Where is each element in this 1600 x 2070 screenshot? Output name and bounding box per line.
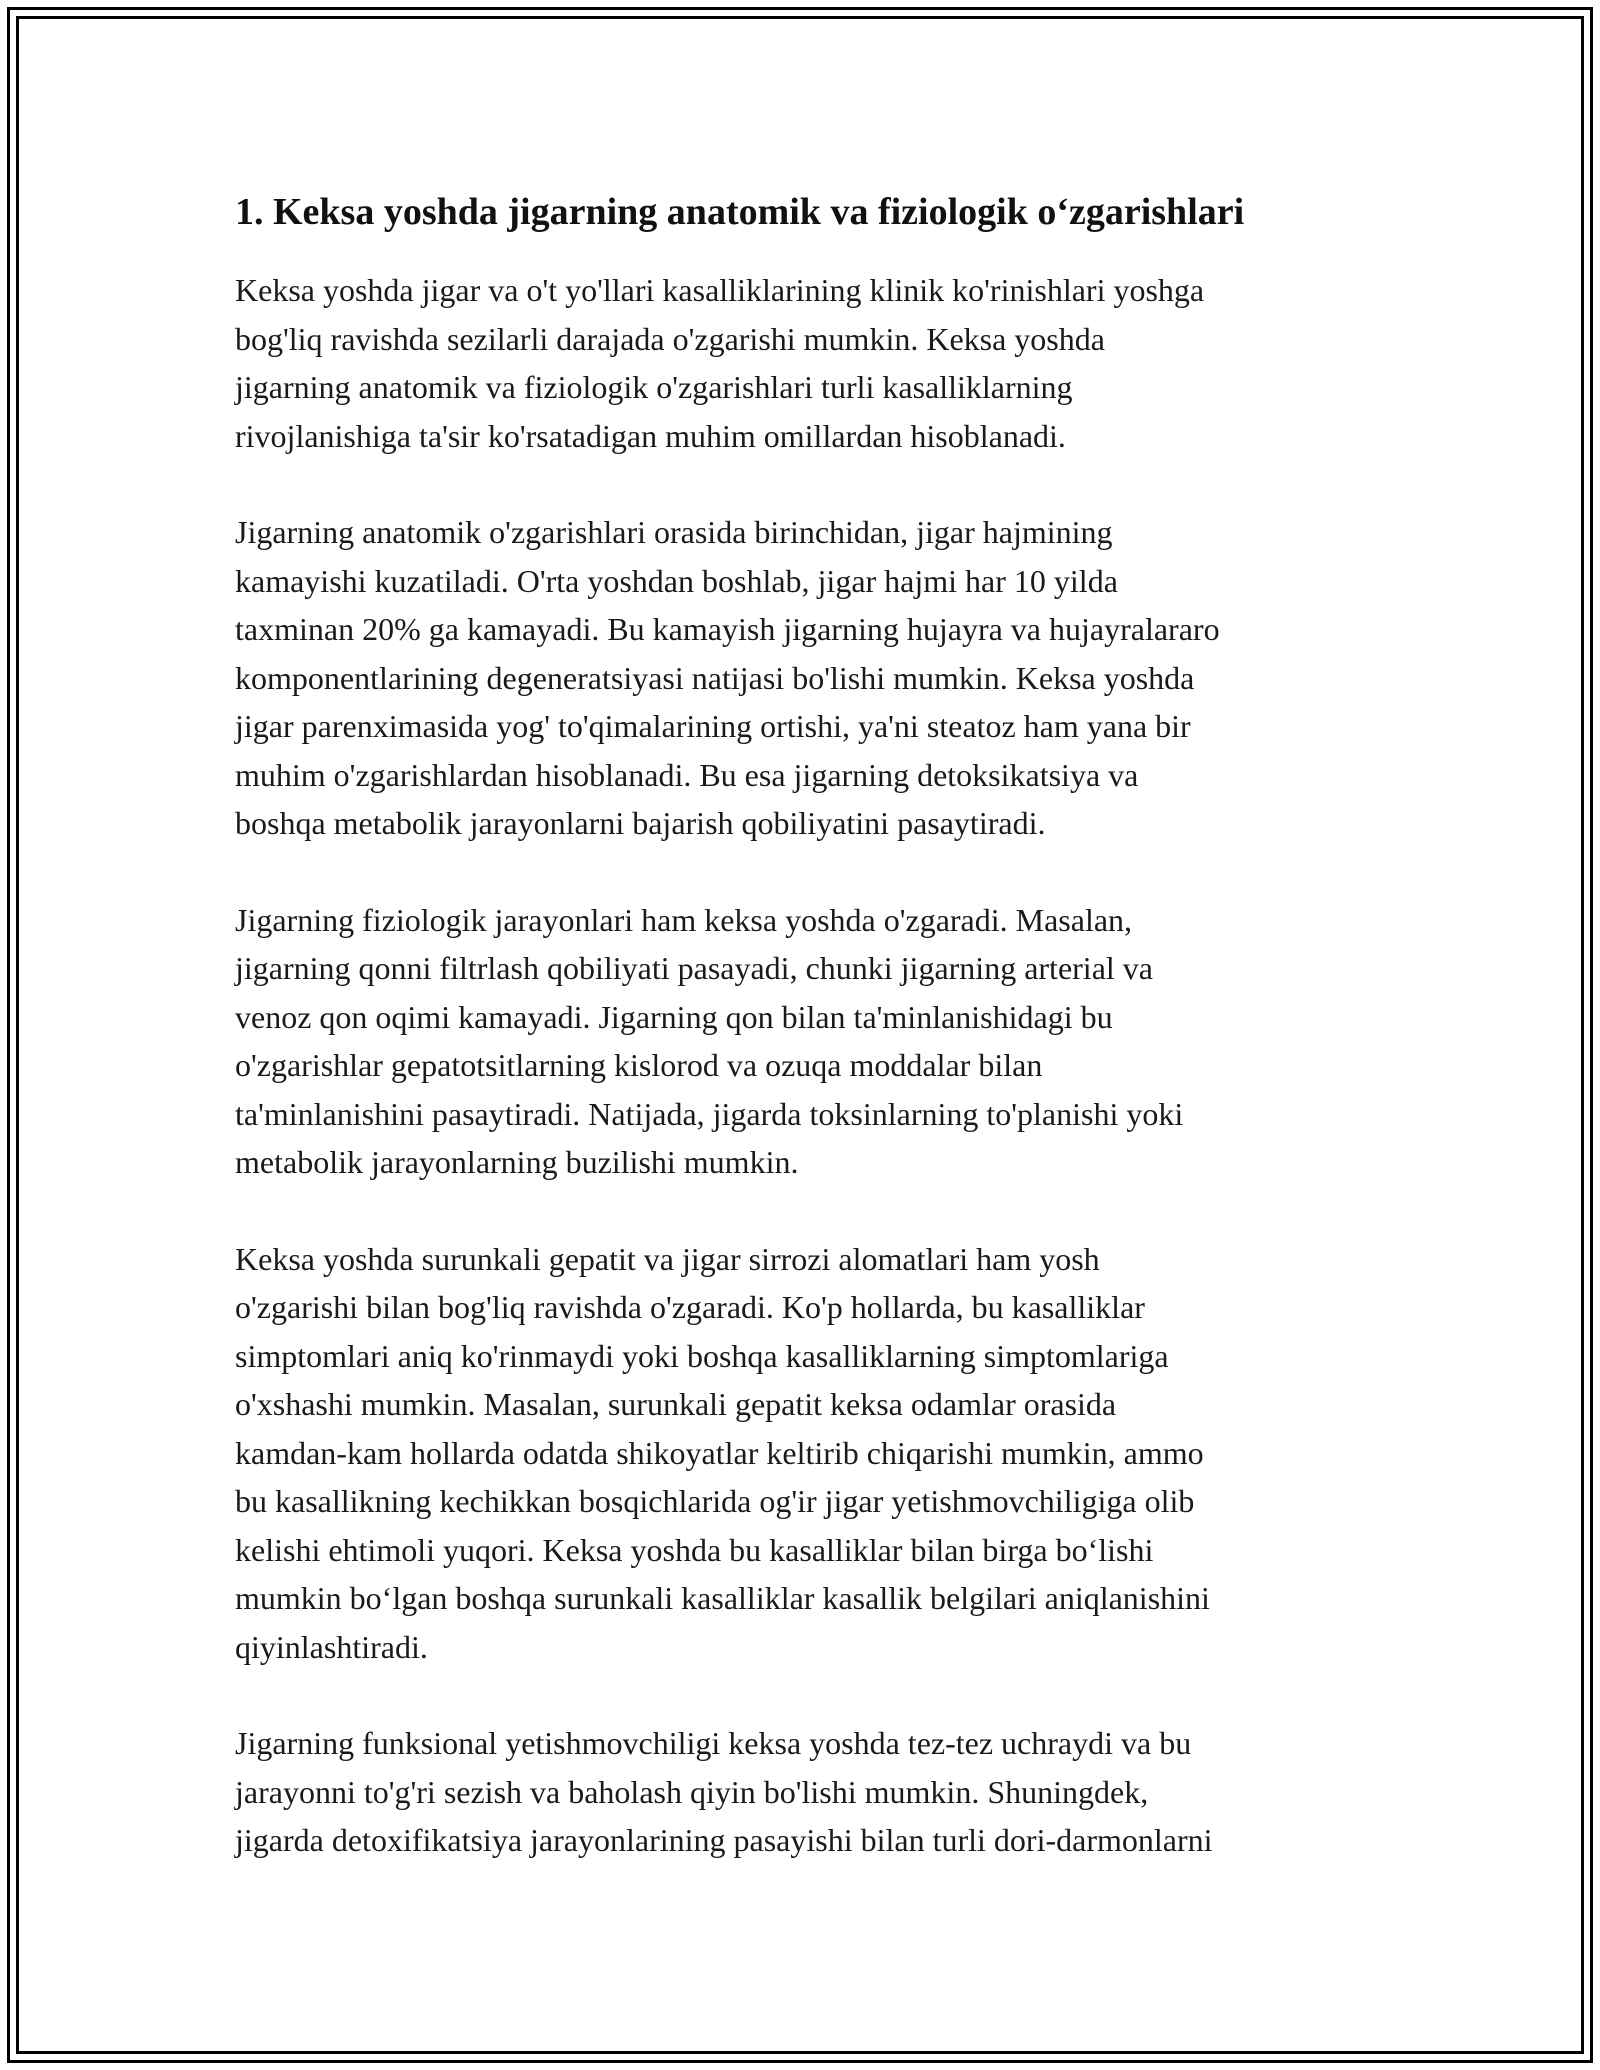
paragraph-intro	[235, 266, 1375, 460]
text-line: Keksa yoshda jigar va o't yo'llari kasalliklarining klinik ko'rinishlari yoshga	[235, 272, 1205, 308]
text-line: metabolik jarayonlarning buzilishi mumkin.	[235, 1144, 799, 1180]
text-line: simptomlari aniq ko'rinmaydi yoki boshqa kasalliklarning simptomlariga	[235, 1337, 1169, 1374]
text-line: o'xshashi mumkin. Masalan, surunkali gepatit keksa odamlar orasida	[235, 1386, 1117, 1422]
text-line: ta'minlanishini pasaytiradi. Natijada, jigarda toksinlarning to'planishi yoki	[235, 1095, 1184, 1132]
paragraph-chronic-diseases	[235, 1235, 1375, 1672]
text-line: qiyinlashtiradi.	[235, 1628, 428, 1665]
paragraph-anatomical-changes	[235, 508, 1375, 848]
text-line: boshqa metabolik jarayonlarni bajarish qobiliyatini pasaytiradi.	[235, 805, 1046, 841]
text-line: taxminan 20% ga kamayadi. Bu kamayish jigarning hujayra va hujayralararo	[235, 611, 1220, 647]
text-line: mumkin bo‘lgan boshqa surunkali kasalliklar kasallik belgilari aniqlanishini	[235, 1580, 1210, 1616]
text-line: jigar parenximasida yog' to'qimalarining ortishi, ya'ni steatoz ham yana bir	[235, 708, 1191, 744]
section-heading: 1. Keksa yoshda jigarning anatomik va fiziologik o‘zgarishlari	[235, 191, 1245, 233]
text-line: bu kasallikning kechikkan bosqichlarida og'ir jigar yetishmovchiligiga olib	[235, 1483, 1195, 1519]
text-line: muhim o'zgarishlardan hisoblanadi. Bu esa jigarning detoksikatsiya va	[235, 756, 1139, 793]
text-line: jigarning qonni filtrlash qobiliyati pasayadi, chunki jigarning arterial va	[235, 950, 1153, 986]
text-line: Jigarning fiziologik jarayonlari ham keksa yoshda o'zgaradi. Masalan,	[235, 901, 1133, 938]
document-body	[235, 186, 1375, 1913]
text-line: Keksa yoshda surunkali gepatit va jigar sirrozi alomatlari ham yosh	[235, 1240, 1100, 1277]
text-line: jigarda detoxifikatsiya jarayonlarining pasayishi bilan turli dori-darmonlarni	[235, 1822, 1213, 1858]
text-line: kamayishi kuzatiladi. O'rta yoshdan boshlab, jigar hajmi har 10 yilda	[235, 562, 1118, 599]
paragraph-physiological-changes	[235, 896, 1375, 1187]
text-line: rivojlanishiga ta'sir ko'rsatadigan muhim omillardan hisoblanadi.	[235, 417, 1066, 454]
text-line: o'zgarishlar gepatotsitlarning kislorod va ozuqa moddalar bilan	[235, 1047, 1043, 1083]
text-line: jarayonni to'g'ri sezish va baholash qiyin bo'lishi mumkin. Shuningdek,	[235, 1773, 1149, 1810]
text-line: kelishi ehtimoli yuqori. Keksa yoshda bu kasalliklar bilan birga bo‘lishi	[235, 1531, 1154, 1568]
text-line: bog'liq ravishda sezilarli darajada o'zgarishi mumkin. Keksa yoshda	[235, 320, 1105, 357]
text-line: Jigarning funksional yetishmovchiligi keksa yoshda tez-tez uchraydi va bu	[235, 1725, 1192, 1761]
text-line: Jigarning anatomik o'zgarishlari orasida birinchidan, jigar hajmining	[235, 514, 1113, 550]
text-line: o'zgarishi bilan bog'liq ravishda o'zgaradi. Ko'p hollarda, bu kasalliklar	[235, 1289, 1145, 1325]
text-line: jigarning anatomik va fiziologik o'zgarishlari turli kasalliklarning	[235, 369, 1073, 405]
text-line: venoz qon oqimi kamayadi. Jigarning qon bilan ta'minlanishidagi bu	[235, 998, 1113, 1035]
text-line: komponentlarining degeneratsiyasi natijasi bo'lishi mumkin. Keksa yoshda	[235, 659, 1195, 696]
text-line: kamdan-kam hollarda odatda shikoyatlar keltirib chiqarishi mumkin, ammo	[235, 1434, 1204, 1471]
paragraph-functional-insufficiency	[235, 1719, 1375, 1865]
